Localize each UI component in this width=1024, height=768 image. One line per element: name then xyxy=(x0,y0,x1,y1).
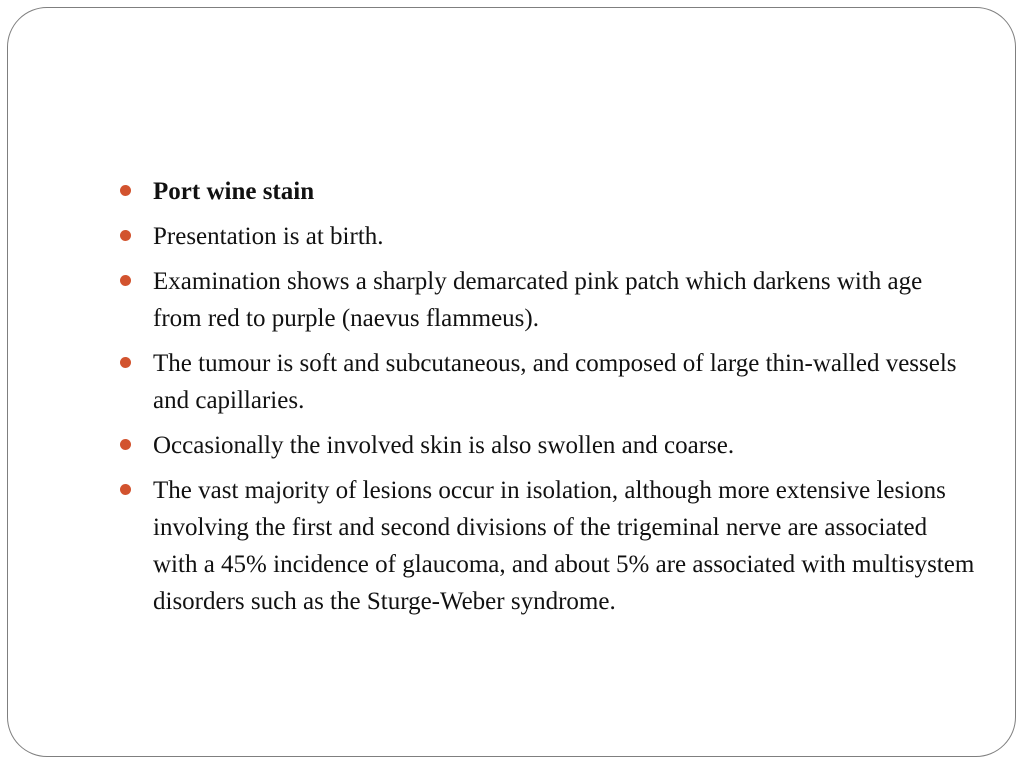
bullet-dot-icon xyxy=(120,275,131,286)
bullet-dot-icon xyxy=(120,185,131,196)
bullet-text: Occasionally the involved skin is also swollen and coarse. xyxy=(153,432,735,459)
bullet-text: The vast majority of lesions occur in isolation, although more extensive lesions involving the first and second divisions of the trigeminal nerve are associated with a 45% incidence of glaucoma, and about 5% are associated with multisystem disorders such as the Sturge-Weber syndrome. xyxy=(153,477,975,615)
bullet-dot-icon xyxy=(120,357,131,368)
bullet-item xyxy=(116,472,976,620)
bullet-dot-icon xyxy=(120,230,131,241)
bullet-item xyxy=(116,218,976,255)
bullet-item xyxy=(116,173,976,210)
bullet-heading: Port wine stain xyxy=(153,178,315,205)
bullet-text: Presentation is at birth. xyxy=(153,223,384,250)
slide-frame xyxy=(7,7,1016,757)
bullet-item xyxy=(116,427,976,464)
bullet-text: The tumour is soft and subcutaneous, and composed of large thin-walled vessels and capillaries. xyxy=(153,350,957,414)
bullet-item xyxy=(116,345,976,419)
bullet-text: Examination shows a sharply demarcated pink patch which darkens with age from red to purple (naevus flammeus). xyxy=(153,268,923,332)
bullet-dot-icon xyxy=(120,439,131,450)
bullet-item xyxy=(116,263,976,337)
bullet-list xyxy=(116,173,976,628)
bullet-dot-icon xyxy=(120,484,131,495)
